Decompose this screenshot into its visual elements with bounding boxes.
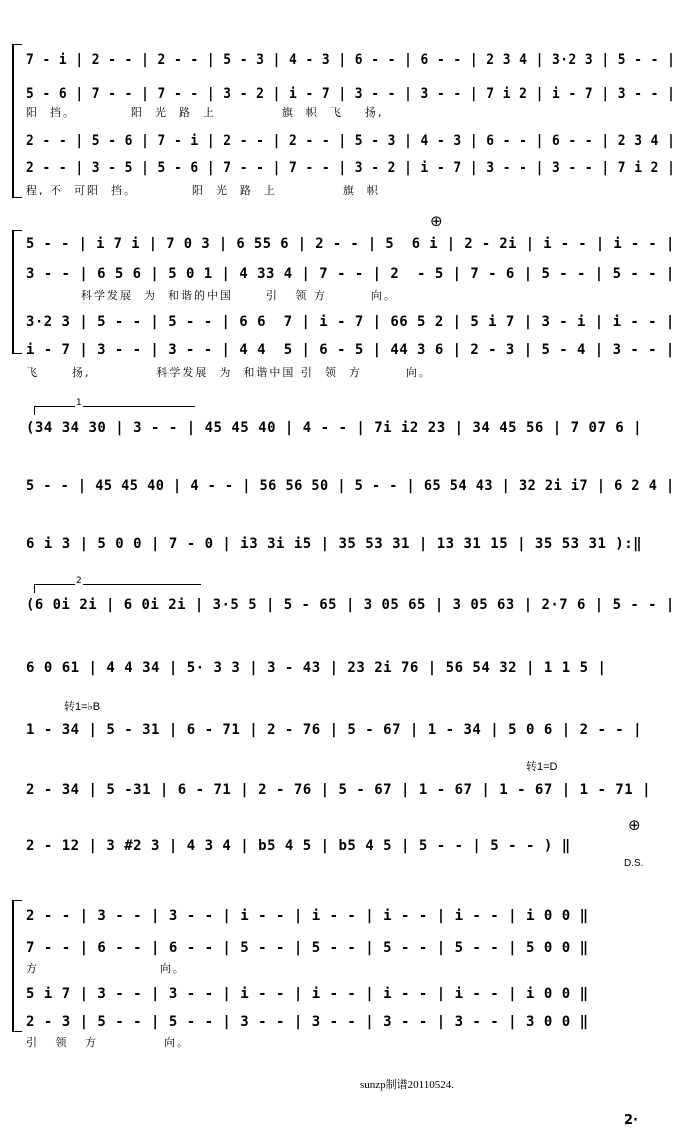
lyric-row: 飞 扬, 科学发展 为 和谐中国 引 领 方 向。	[26, 366, 432, 379]
lyric-row: 方 向。	[26, 962, 186, 975]
system-brace	[12, 230, 22, 354]
score-row: 2 - - | 3 - - | 3 - - | i - - | i - - | i - - | i - - | i 0 0 ‖	[26, 908, 589, 924]
score-row: 2 - 34 | 5 -31 | 6 - 71 | 2 - 76 | 5 - 67 | 1 - 67 | 1 - 67 | 1 - 71 |	[26, 782, 652, 798]
score-row: 6 i 3 | 5 0 0 | 7 - 0 | i3 3i i5 | 35 53 31 | 13 31 15 | 35 53 31 ):‖	[26, 536, 643, 552]
score-row: 5 - - | 45 45 40 | 4 - - | 56 56 50 | 5 - - | 65 54 43 | 32 2i i7 | 6 2 4 |	[26, 478, 675, 494]
lyric-row: 阳 挡。 阳 光 路 上 旗 帜 飞 扬,	[26, 106, 384, 119]
score-row: 7 - - | 6 - - | 6 - - | 5 - - | 5 - - | 5 - - | 5 - - | 5 0 0 ‖	[26, 940, 589, 956]
score-row: 5 - 6 | 7 - - | 7 - - | 3 - 2 | i - 7 | 3 - - | 3 - - | 7 i 2 | i - 7 | 3 - - |	[26, 86, 676, 102]
key-change-label: 转1=D	[526, 761, 558, 773]
volta-bracket-2: 2	[34, 584, 201, 593]
score-row: 5 - - | i 7 i | 7 0 3 | 6 55 6 | 2 - - | 5 6 i | 2 - 2i | i - - | i - - |	[26, 236, 675, 252]
key-change-label: 转1=♭B	[64, 701, 101, 713]
score-row: 5 i 7 | 3 - - | 3 - - | i - - | i - - | i - - | i - - | i 0 0 ‖	[26, 986, 589, 1002]
score-row: (6 0i 2i | 6 0i 2i | 3·5 5 | 5 - 65 | 3 05 65 | 3 05 63 | 2·7 6 | 5 - - |	[26, 597, 675, 613]
coda-symbol: ⊕	[628, 816, 641, 834]
volta-bracket-1: 1	[34, 406, 195, 415]
score-row: (34 34 30 | 3 - - | 45 45 40 | 4 - - | 7i i2 23 | 34 45 56 | 7 07 6 |	[26, 420, 643, 436]
lyric-row: 程, 不 可阳 挡。 阳 光 路 上 旗 帜	[26, 184, 380, 197]
ds-marking: D.S.	[624, 858, 644, 869]
system-brace	[12, 900, 22, 1032]
lyric-row: 科学发展 为 和谐的中国 引 领 方 向。	[26, 289, 397, 302]
lyric-row: 引 领 方 向。	[26, 1036, 190, 1049]
coda-symbol: ⊕	[430, 212, 443, 230]
score-row: 2 - - | 5 - 6 | 7 - i | 2 - - | 2 - - | 5 - 3 | 4 - 3 | 6 - - | 6 - - | 2 3 4 |	[26, 133, 676, 149]
score-row: 3 - - | 6 5 6 | 5 0 1 | 4 33 4 | 7 - - | 2 - 5 | 7 - 6 | 5 - - | 5 - - |	[26, 266, 675, 282]
page-number: 2·	[624, 1113, 638, 1128]
score-row: 2 - 3 | 5 - - | 5 - - | 3 - - | 3 - - | 3 - - | 3 - - | 3 0 0 ‖	[26, 1014, 589, 1030]
score-row: i - 7 | 3 - - | 3 - - | 4 4 5 | 6 - 5 | 44 3 6 | 2 - 3 | 5 - 4 | 3 - - |	[26, 342, 675, 358]
score-row: 1 - 34 | 5 - 31 | 6 - 71 | 2 - 76 | 5 - 67 | 1 - 34 | 5 0 6 | 2 - - |	[26, 722, 643, 738]
score-row: 2 - 12 | 3 #2 3 | 4 3 4 | b5 4 5 | b5 4 5 | 5 - - | 5 - - ) ‖	[26, 838, 571, 854]
footer-credit: sunzp制谱20110524.	[360, 1079, 455, 1091]
score-row: 7 - i | 2 - - | 2 - - | 5 - 3 | 4 - 3 | 6 - - | 6 - - | 2 3 4 | 3·2 3 | 5 - - |	[26, 52, 676, 68]
score-row: 3·2 3 | 5 - - | 5 - - | 6 6 7 | i - 7 | 66 5 2 | 5 i 7 | 3 - i | i - - |	[26, 314, 675, 330]
score-row: 6 0 61 | 4 4 34 | 5· 3 3 | 3 - 43 | 23 2i 76 | 56 54 32 | 1 1 5 |	[26, 660, 607, 676]
system-brace	[12, 44, 22, 198]
score-row: 2 - - | 3 - 5 | 5 - 6 | 7 - - | 7 - - | 3 - 2 | i - 7 | 3 - - | 3 - - | 7 i 2 |	[26, 160, 676, 176]
